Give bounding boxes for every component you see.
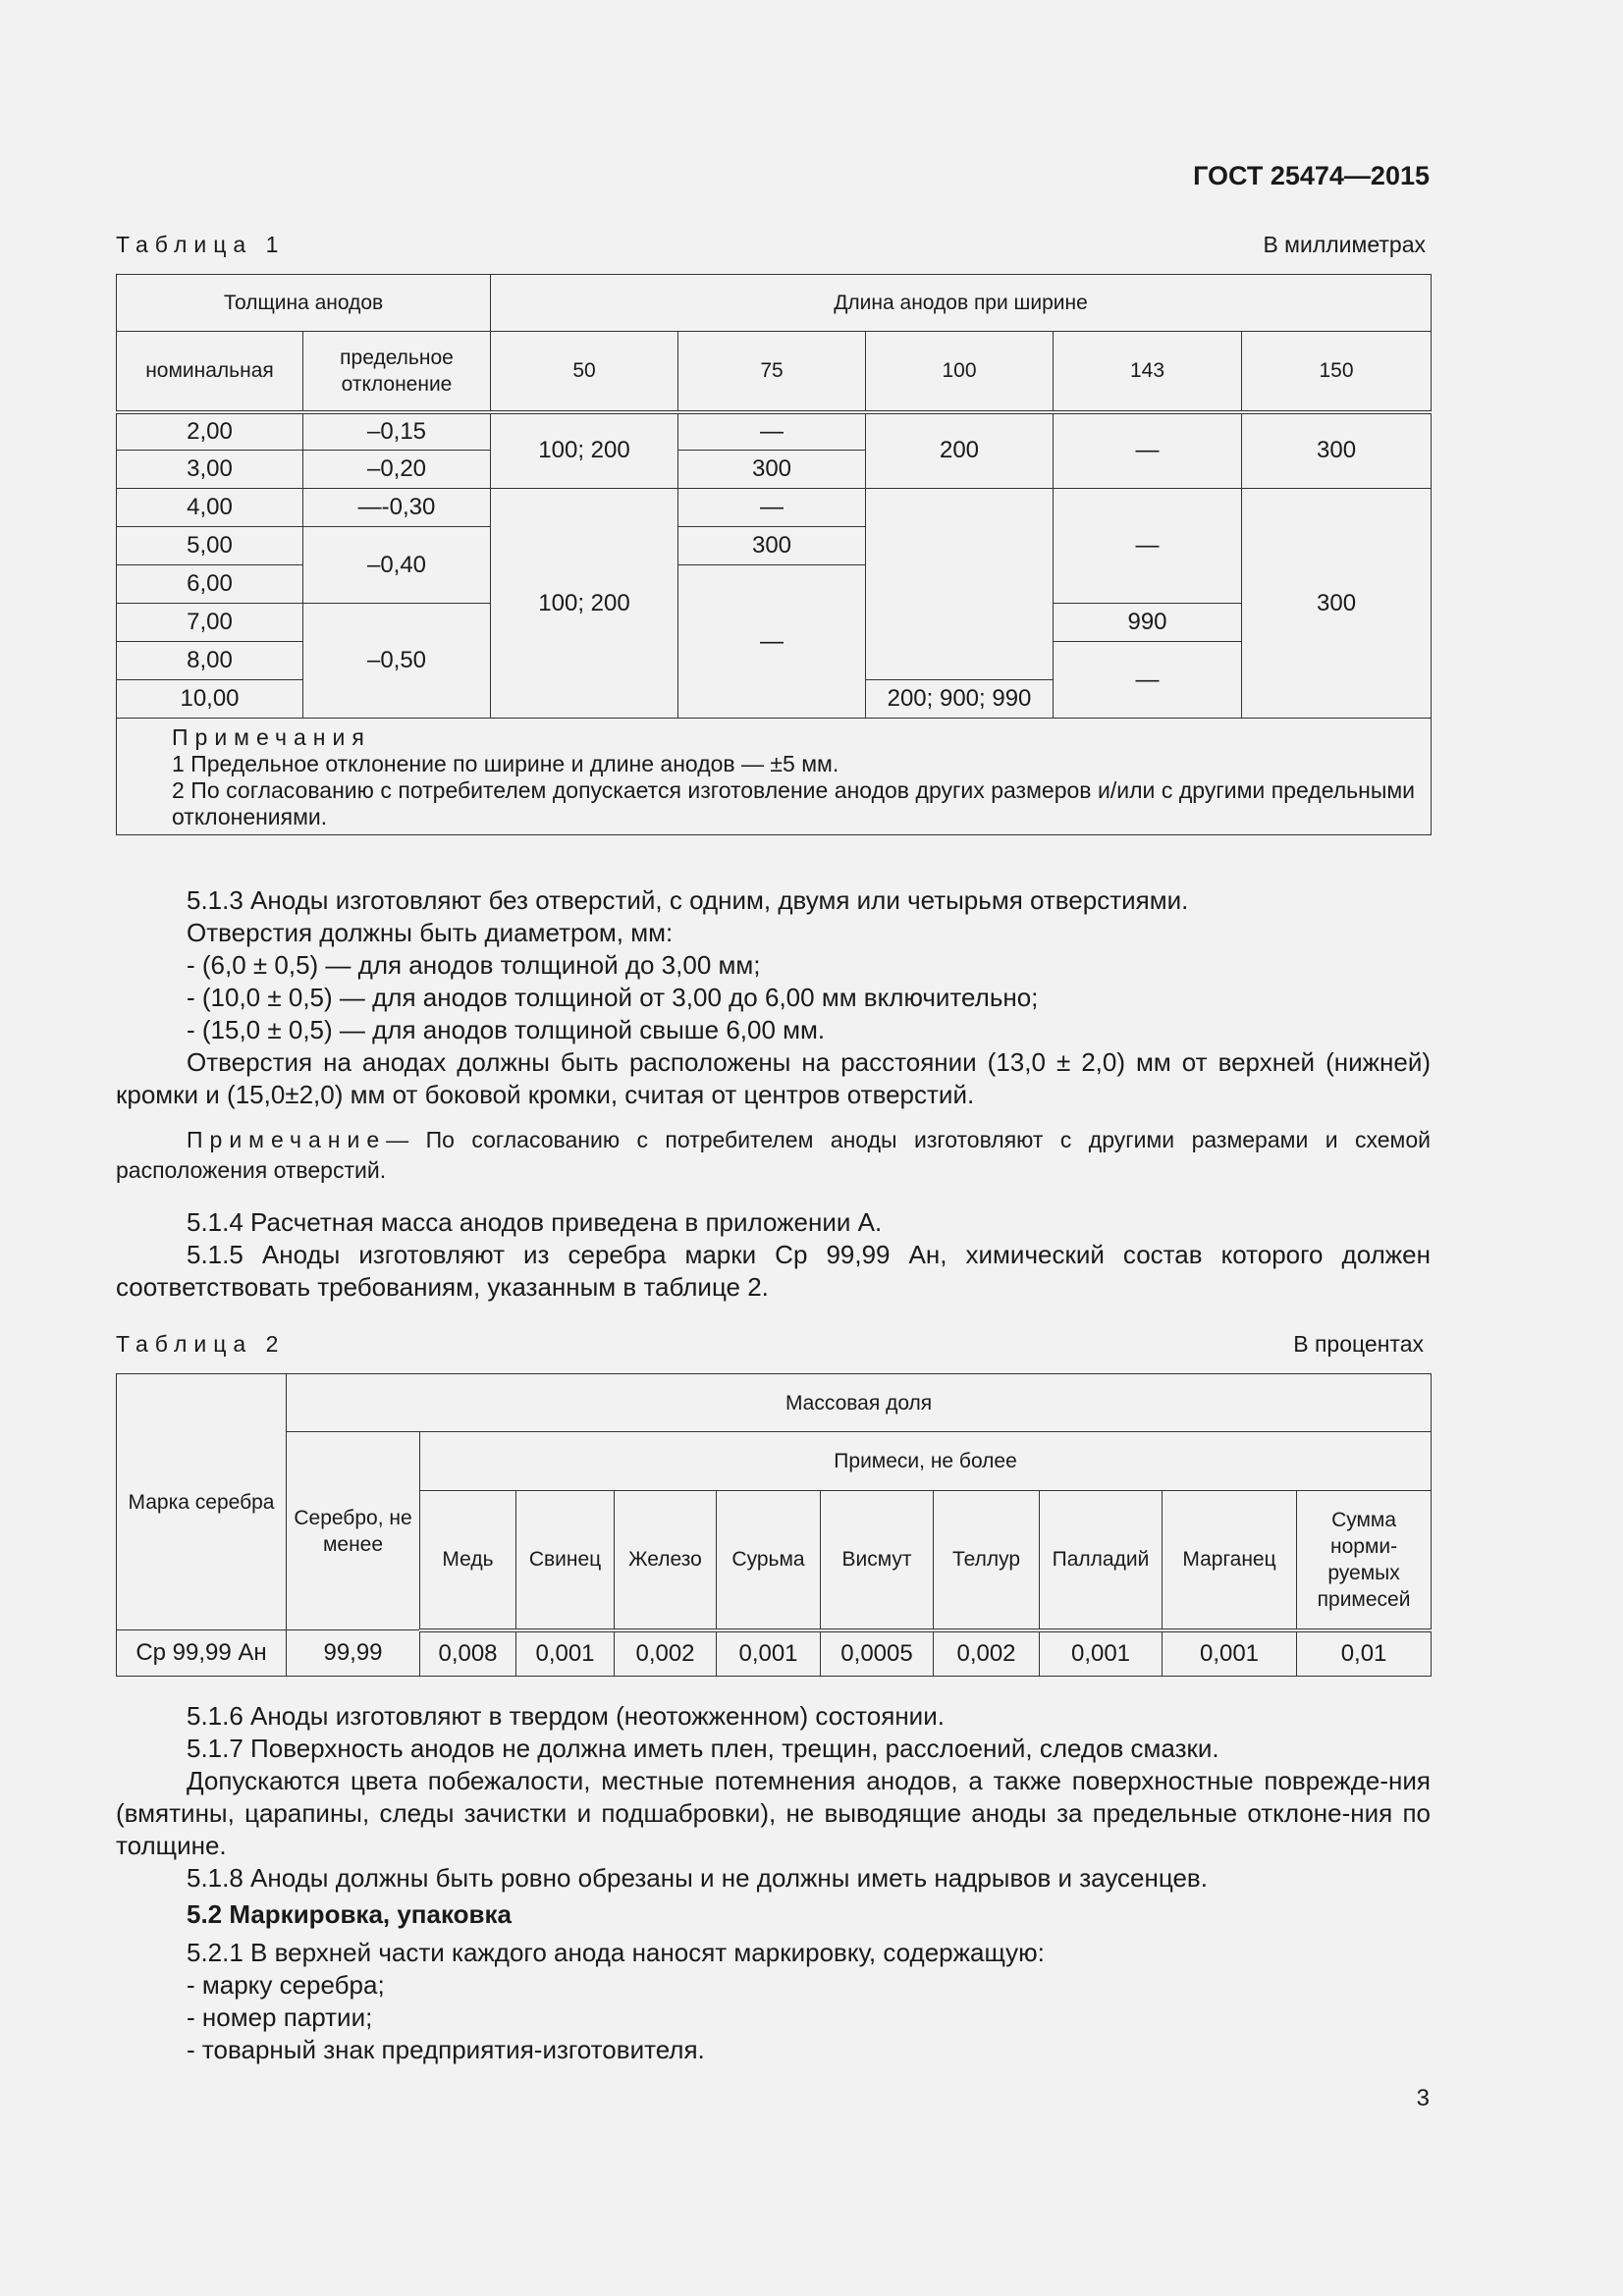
- section-5-1-6: [116, 1700, 1431, 1895]
- list-item: - (15,0 ± 0,5) — для анодов толщиной свыше 6,00 мм.: [187, 1015, 826, 1044]
- value-cell: 0,008: [420, 1630, 516, 1677]
- nominal-cell: 7,00: [117, 604, 303, 642]
- list-item: - (10,0 ± 0,5) — для анодов толщиной от 3,00 до 6,00 мм включительно;: [187, 983, 1039, 1012]
- value-cell: 0,01: [1297, 1630, 1432, 1677]
- deviation-cell: –0,40: [303, 527, 491, 604]
- th-manganese: Марганец: [1163, 1491, 1297, 1630]
- section-5-2: [116, 1898, 1431, 2066]
- th-sum-impurities: Сумма норми-руемых примесей: [1297, 1491, 1432, 1630]
- w143-cell: 990: [1054, 604, 1242, 642]
- th-width-50: 50: [491, 332, 678, 412]
- nominal-cell: 5,00: [117, 527, 303, 565]
- document-code: ГОСТ 25474—2015: [1193, 161, 1430, 190]
- w50-cell: 100; 200: [491, 412, 678, 489]
- value-cell: 0,002: [615, 1630, 717, 1677]
- w150-cell: 300: [1242, 489, 1432, 719]
- w75-cell: —: [678, 565, 866, 719]
- w100-cell: 200; 900; 990: [866, 680, 1054, 719]
- section-5-1-4: [116, 1206, 1431, 1304]
- paragraph: 5.1.8 Аноды должны быть ровно обрезаны и не должны иметь надрывов и заусенцев.: [187, 1863, 1208, 1893]
- w100-cell: 200: [866, 412, 1054, 489]
- table1: [116, 274, 1432, 835]
- nominal-cell: 10,00: [117, 680, 303, 719]
- list-item: - номер партии;: [187, 2002, 373, 2032]
- th-deviation: предельное отклонение: [303, 332, 491, 412]
- th-tellurium: Теллур: [934, 1491, 1040, 1630]
- nominal-cell: 2,00: [117, 412, 303, 451]
- table2-caption: Таблица 2: [116, 1331, 286, 1357]
- value-cell: 0,001: [717, 1630, 821, 1677]
- th-palladium: Палладий: [1040, 1491, 1163, 1630]
- th-bismuth: Висмут: [821, 1491, 934, 1630]
- w143-cell: —: [1054, 412, 1242, 489]
- th-lead: Свинец: [516, 1491, 615, 1630]
- th-length-at-width: Длина анодов при ширине: [491, 275, 1432, 332]
- table2-units: В процентах: [1293, 1331, 1424, 1357]
- paragraph: Допускаются цвета побежалости, местные потемнения анодов, а также поверхностные поврежде-ния (вмятины, царапины, следы зачистки и подшабровки), не выводящие аноды за предельные отклоне-ния по толщине.: [116, 1766, 1431, 1860]
- th-width-75: 75: [678, 332, 866, 412]
- value-cell: 0,001: [516, 1630, 615, 1677]
- paragraph: Отверстия на анодах должны быть расположены на расстоянии (13,0 ± 2,0) мм от верхней (нижней) кромки и (15,0±2,0) мм от боковой кромки, считая от центров отверстий.: [116, 1047, 1431, 1109]
- nominal-cell: 3,00: [117, 451, 303, 489]
- paragraph: 5.1.6 Аноды изготовляют в твердом (неотожженном) состоянии.: [187, 1701, 945, 1731]
- nominal-cell: 4,00: [117, 489, 303, 527]
- w75-cell: —: [678, 412, 866, 451]
- w75-cell: 300: [678, 527, 866, 565]
- list-item: - марку серебра;: [187, 1970, 385, 2000]
- th-copper: Медь: [420, 1491, 516, 1630]
- section-5-1-3: [116, 884, 1431, 1186]
- grade-cell: Ср 99,99 Ан: [117, 1630, 287, 1677]
- th-iron: Железо: [615, 1491, 717, 1630]
- th-nominal: номинальная: [117, 332, 303, 412]
- table1-caption: Таблица 1: [116, 232, 286, 257]
- th-grade: Марка серебра: [117, 1374, 287, 1630]
- paragraph: 5.1.5 Аноды изготовляют из серебра марки Ср 99,99 Ан, химический состав которого должен соответствовать требованиям, указанным в таблице 2.: [116, 1240, 1431, 1302]
- table2: [116, 1373, 1432, 1677]
- nominal-cell: 8,00: [117, 642, 303, 680]
- page-number: 3: [1416, 2085, 1430, 2111]
- value-cell: 0,002: [934, 1630, 1040, 1677]
- list-item: - товарный знак предприятия-изготовителя.: [187, 2035, 705, 2064]
- note-paragraph: [116, 1125, 1431, 1186]
- th-impurities: Примеси, не более: [420, 1432, 1432, 1491]
- table1-units: В миллиметрах: [1263, 232, 1426, 257]
- paragraph: 5.1.4 Расчетная масса анодов приведена в приложении А.: [187, 1207, 883, 1237]
- w150-cell: 300: [1242, 412, 1432, 489]
- value-cell: 0,0005: [821, 1630, 934, 1677]
- section-heading: 5.2 Маркировка, упаковка: [187, 1899, 512, 1929]
- paragraph: 5.1.7 Поверхность анодов не должна иметь плен, трещин, расслоений, следов смазки.: [187, 1734, 1219, 1763]
- nominal-cell: 6,00: [117, 565, 303, 604]
- note-1: 1 Предельное отклонение по ширине и длине анодов — ±5 мм.: [172, 751, 839, 776]
- w143-cell: —: [1054, 489, 1242, 604]
- paragraph: 5.1.3 Аноды изготовляют без отверстий, с одним, двумя или четырьмя отверстиями.: [187, 885, 1189, 915]
- note-2: 2 По согласованию с потребителем допускается изготовление анодов других размеров и/или с другими предельными отклонениями.: [172, 777, 1416, 829]
- note-text: — По согласованию с потребителем аноды изготовляют с другими размерами и схемой расположения отверстий.: [116, 1127, 1431, 1183]
- list-item: - (6,0 ± 0,5) — для анодов толщиной до 3,00 мм;: [187, 950, 761, 980]
- w75-cell: —: [678, 489, 866, 527]
- deviation-cell: –0,50: [303, 604, 491, 719]
- note-label: Примечание: [187, 1127, 387, 1152]
- value-cell: 0,001: [1040, 1630, 1163, 1677]
- paragraph: Отверстия должны быть диаметром, мм:: [187, 918, 674, 947]
- value-cell: 0,001: [1163, 1630, 1297, 1677]
- paragraph: 5.2.1 В верхней части каждого анода наносят маркировку, содержащую:: [187, 1938, 1045, 1967]
- w75-cell: 300: [678, 451, 866, 489]
- th-width-143: 143: [1054, 332, 1242, 412]
- th-silver: Серебро, не менее: [287, 1432, 420, 1630]
- w143-cell: —: [1054, 642, 1242, 719]
- th-antimony: Сурьма: [717, 1491, 821, 1630]
- deviation-cell: –0,20: [303, 451, 491, 489]
- value-cell: 99,99: [287, 1630, 420, 1677]
- th-mass-fraction: Массовая доля: [287, 1374, 1432, 1432]
- table1-notes: [117, 719, 1432, 835]
- th-width-150: 150: [1242, 332, 1432, 412]
- deviation-cell: –0,15: [303, 412, 491, 451]
- w100-empty-cell: [866, 489, 1054, 680]
- notes-title: Примечания: [172, 724, 371, 750]
- deviation-cell: —-0,30: [303, 489, 491, 527]
- th-width-100: 100: [866, 332, 1054, 412]
- w50-cell: 100; 200: [491, 489, 678, 719]
- th-thickness: Толщина анодов: [117, 275, 491, 332]
